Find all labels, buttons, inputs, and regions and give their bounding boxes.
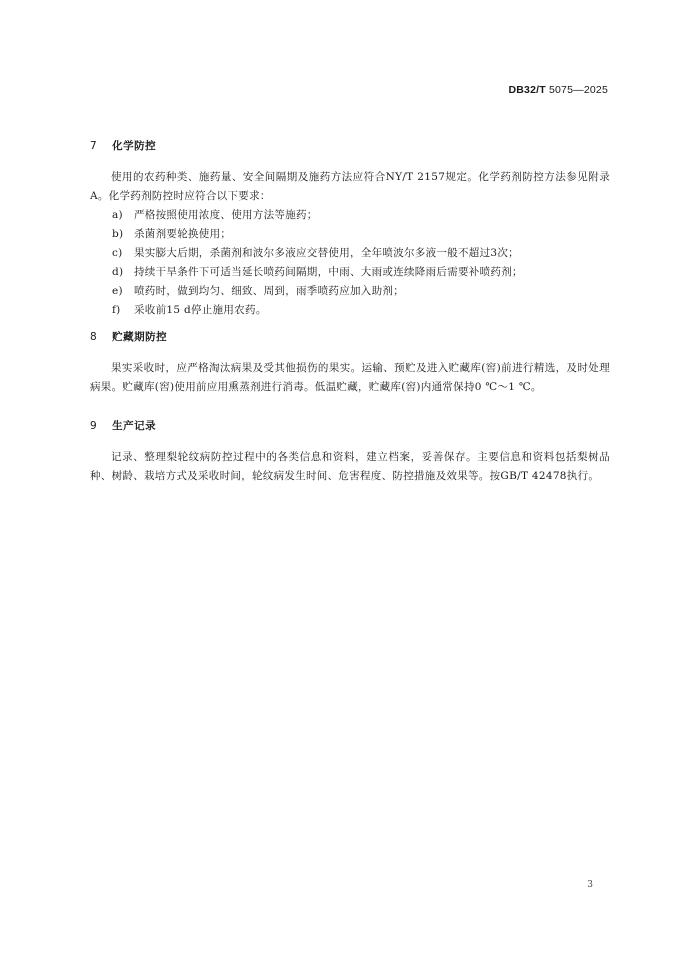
document-number: [508, 84, 608, 96]
list-text: 持续干旱条件下可适当延长喷药间隔期，中雨、大雨或连续降雨后需要补喷药剂；: [134, 266, 523, 278]
list-text: 采收前15 d停止施用农药。: [134, 304, 267, 316]
section-number: 8: [90, 331, 98, 343]
list-marker: f): [112, 304, 121, 316]
section-7-heading: [90, 138, 156, 153]
list-marker: a): [112, 209, 123, 221]
section-8-heading: [90, 329, 167, 344]
list-item: [112, 225, 612, 244]
section-title: 化学防控: [112, 140, 157, 152]
list-item: [112, 263, 612, 282]
section-9-body: 记录、整理梨轮纹病防控过程中的各类信息和资料，建立档案，妥善保存。主要信息和资料包括梨树品种、树龄、栽培方式及采收时间，轮纹病发生时间、危害程度、防控措施及效果等。按GB/T 42478执行。: [90, 451, 610, 482]
list-text: 杀菌剂要轮换使用；: [134, 228, 232, 240]
list-item: [112, 282, 612, 301]
document-year: 5075—2025: [545, 84, 608, 96]
section-9-heading: [90, 418, 156, 433]
list-marker: b): [112, 228, 124, 240]
list-text: 喷药时，做到均匀、细致、周到，雨季喷药应加入助剂；: [134, 285, 404, 297]
section-title: 贮藏期防控: [112, 331, 168, 343]
page-number: 3: [587, 880, 593, 890]
section-number: 7: [90, 140, 98, 152]
section-7-intro: 使用的农药种类、施药量、安全间隔期及施药方法应符合NY/T 2157规定。化学药剂防控方法参见附录A。化学药剂防控时应符合以下要求：: [90, 171, 610, 202]
document-code: DB32/T: [508, 84, 546, 96]
list-item: [112, 244, 612, 263]
section-8-body: 果实采收时，应严格淘汰病果及受其他损伤的果实。运输、预贮及进入贮藏库(窖)前进行精选，及时处理病果。贮藏库(窖)使用前应用熏蒸剂进行消毒。低温贮藏，贮藏库(窖)内通常保持0 ℃～1 ℃。: [90, 362, 610, 393]
list-marker: c): [112, 247, 123, 259]
section-title: 生产记录: [112, 420, 157, 432]
section-number: 9: [90, 420, 98, 432]
list-marker: e): [112, 285, 123, 297]
list-text: 果实膨大后期，杀菌剂和波尔多液应交替使用，全年喷波尔多液一般不超过3次；: [134, 247, 519, 259]
list-item: [112, 301, 612, 320]
section-7-requirements-list: [112, 206, 612, 320]
list-item: [112, 206, 612, 225]
list-marker: d): [112, 266, 124, 278]
list-text: 严格按照使用浓度、使用方法等施药；: [134, 209, 318, 221]
